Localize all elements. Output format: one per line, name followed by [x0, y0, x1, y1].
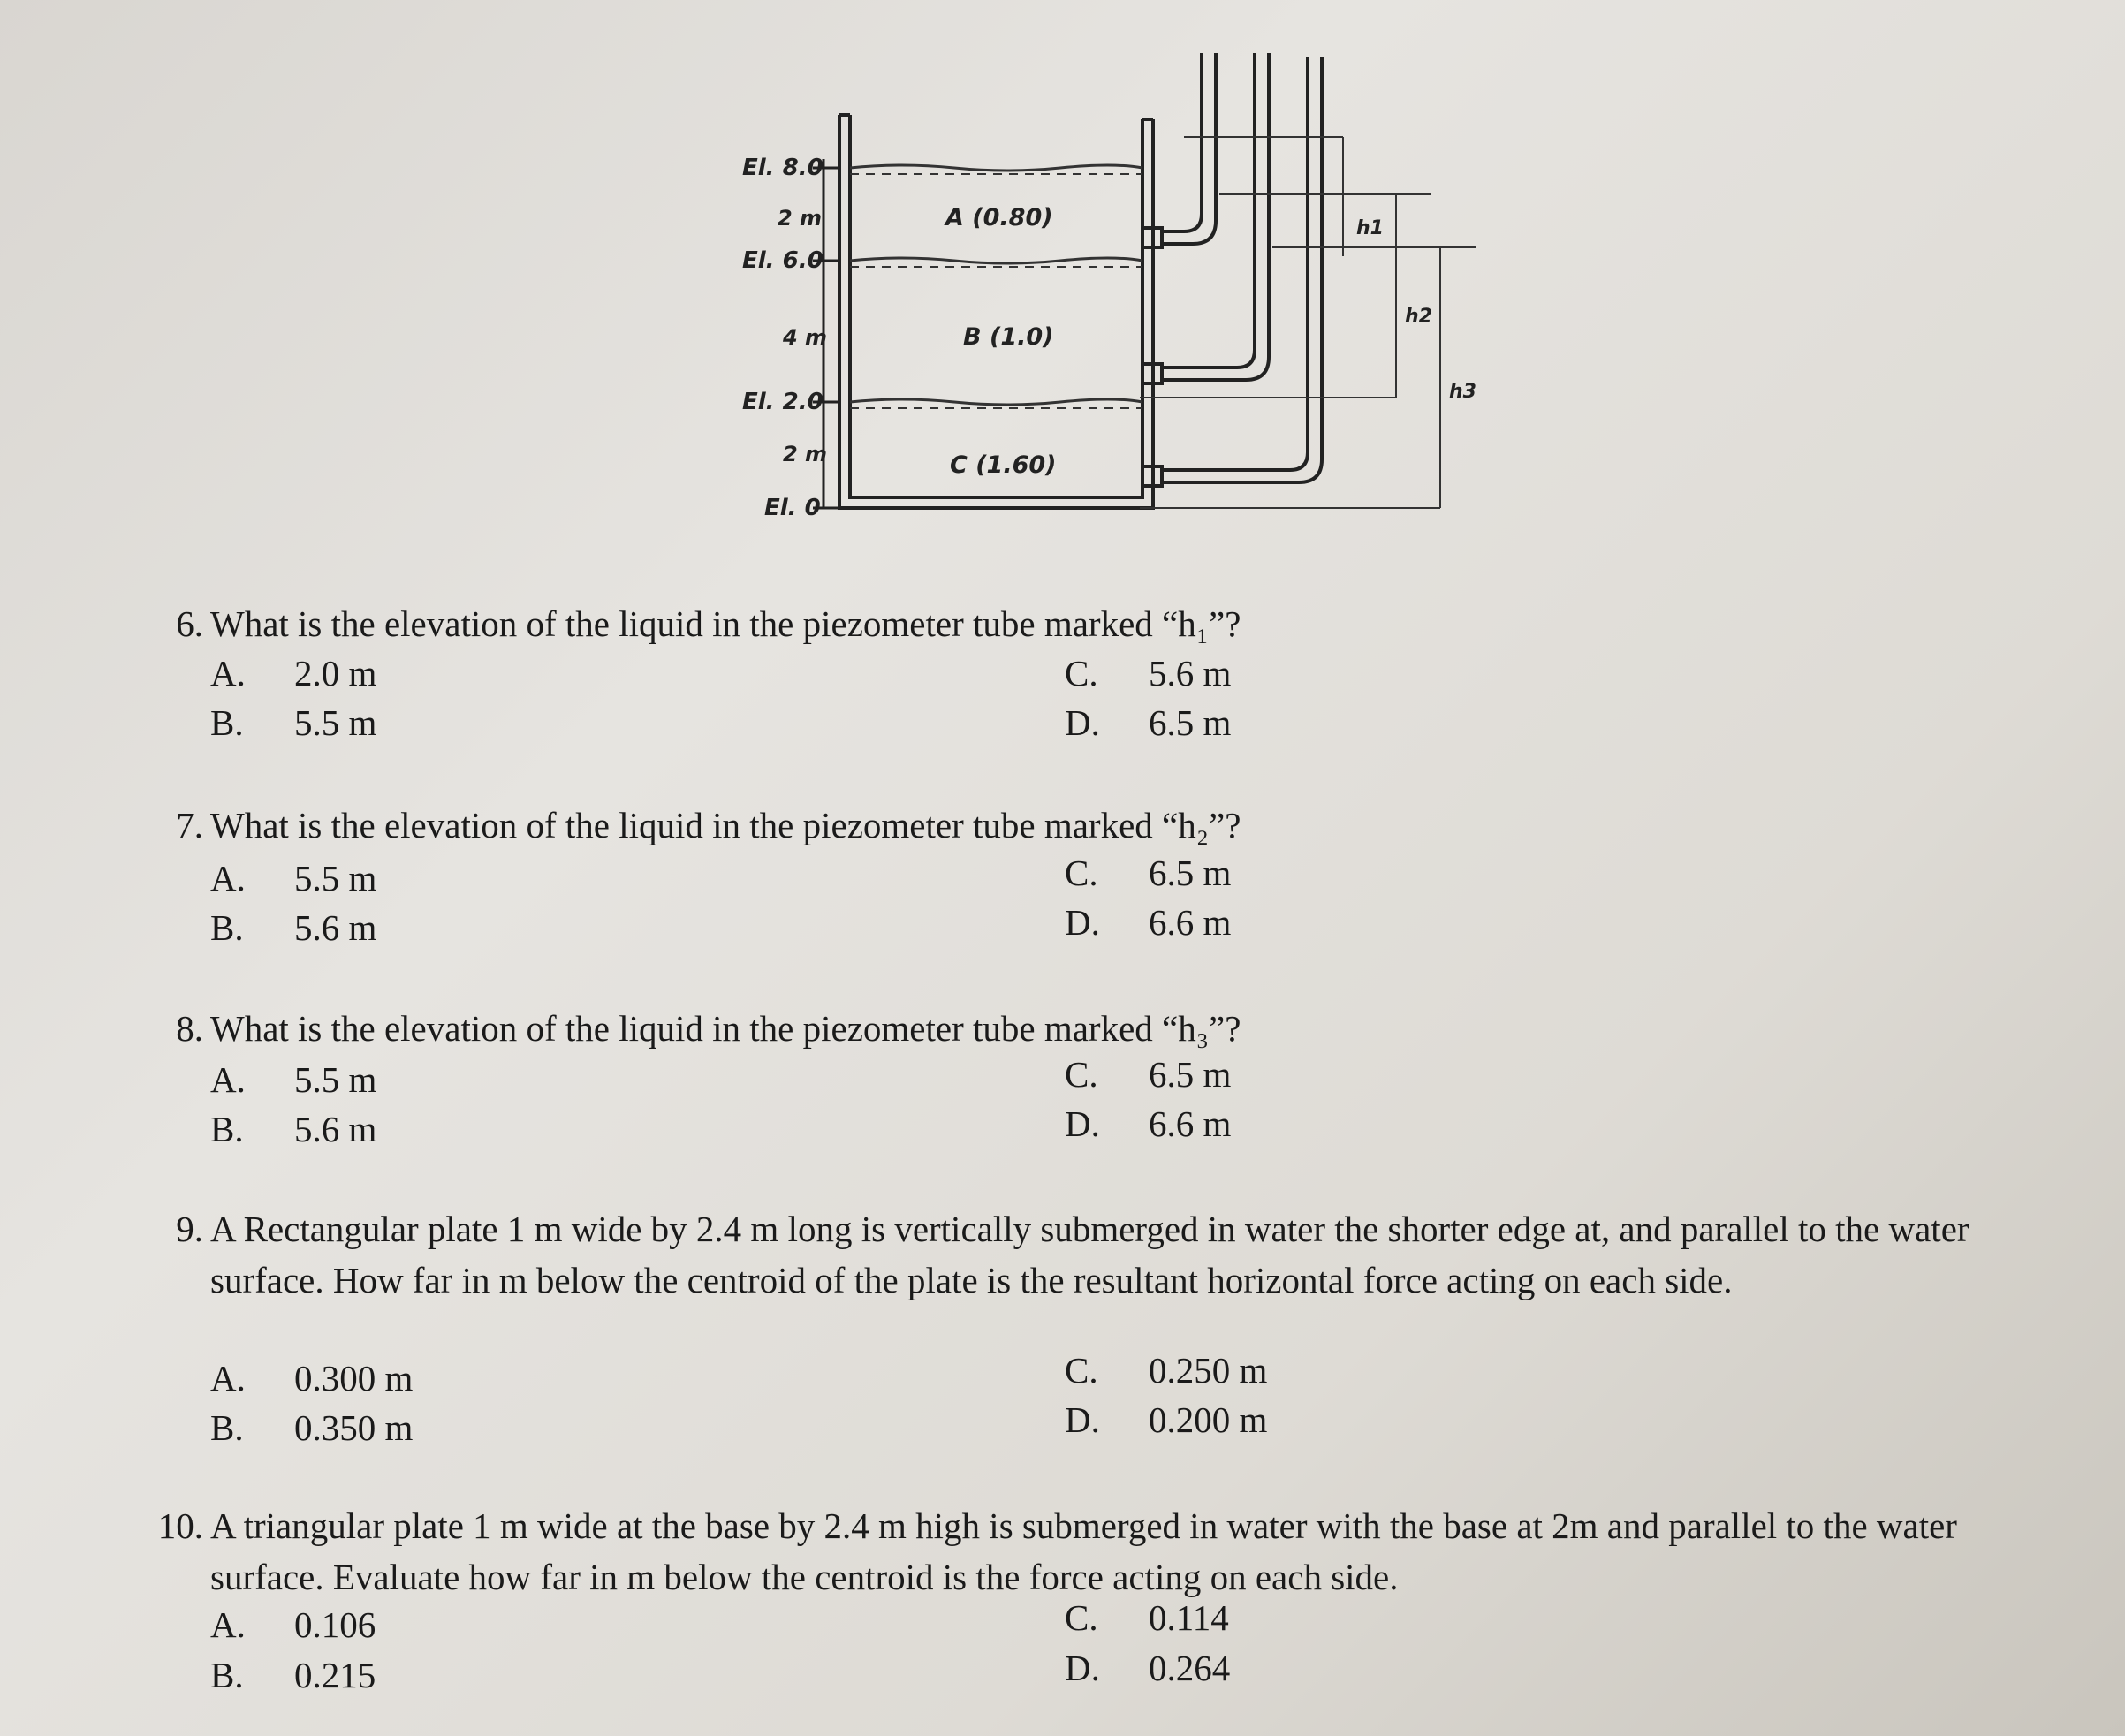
question-text: What is the elevation of the liquid in the piezometer tube marked “h₃”?	[210, 1008, 1241, 1049]
option-a[interactable]: A. 5.5 m	[210, 858, 377, 898]
option-c[interactable]: C. 0.114	[1065, 1597, 1229, 1638]
option-b[interactable]: B. 0.215	[210, 1655, 376, 1695]
layer-label-b: B (1.0)	[963, 323, 1054, 351]
option-a[interactable]: A. 5.5 m	[210, 1059, 377, 1100]
elev-label-8: El. 8.0	[742, 155, 823, 181]
question-number: 8.	[176, 1008, 203, 1049]
question-9	[133, 1203, 2076, 1362]
question-10	[133, 1500, 2076, 1606]
option-d[interactable]: D. 6.5 m	[1065, 702, 1232, 743]
option-c[interactable]: C. 5.6 m	[1065, 653, 1232, 694]
layer-label-c: C (1.60)	[950, 451, 1057, 479]
thickness-label-c: 2 m	[783, 442, 828, 466]
option-c[interactable]: C. 6.5 m	[1065, 1054, 1232, 1095]
layer-label-a: A (0.80)	[945, 204, 1053, 231]
question-number: 9.	[176, 1209, 203, 1249]
elev-label-2: El. 2.0	[742, 389, 823, 415]
option-c[interactable]: C. 0.250 m	[1065, 1350, 1268, 1391]
thickness-label-a: 2 m	[778, 206, 823, 231]
question-text: What is the elevation of the liquid in the piezometer tube marked “h₂”?	[210, 805, 1241, 845]
question-number: 10.	[157, 1505, 203, 1546]
option-c[interactable]: C. 6.5 m	[1065, 853, 1232, 893]
option-b[interactable]: B. 5.6 m	[210, 907, 377, 948]
option-a[interactable]: A. 0.300 m	[210, 1358, 414, 1399]
option-d[interactable]: D. 0.200 m	[1065, 1399, 1268, 1440]
question-number: 6.	[176, 603, 203, 644]
option-b[interactable]: B. 0.350 m	[210, 1407, 414, 1448]
question-text: A Rectangular plate 1 m wide by 2.4 m long is vertically submerged in water the shorter edge at, and parallel to the water surface. How far in m below the centroid of the plate is the resultant horizontal force acting on each side.	[210, 1209, 1969, 1300]
elev-label-6: El. 6.0	[742, 247, 823, 274]
tube-label-h3: h3	[1449, 381, 1476, 403]
option-b[interactable]: B. 5.6 m	[210, 1109, 377, 1149]
option-d[interactable]: D. 6.6 m	[1065, 902, 1232, 943]
elev-label-0: El. 0	[764, 495, 821, 521]
question-text: What is the elevation of the liquid in the piezometer tube marked “h₁”?	[210, 603, 1241, 644]
thickness-label-b: 4 m	[783, 325, 828, 350]
option-a[interactable]: A. 2.0 m	[210, 653, 377, 694]
tube-label-h2: h2	[1405, 306, 1432, 328]
question-number: 7.	[176, 805, 203, 845]
question-text: A triangular plate 1 m wide at the base by 2.4 m high is submerged in water with the base at 2m and parallel to the water surface. Evaluate how far in m below the centroid is the force acting on each side.	[210, 1505, 1957, 1597]
tank-diagram-svg	[725, 44, 1476, 539]
tank-diagram	[725, 44, 1476, 539]
option-d[interactable]: D. 6.6 m	[1065, 1103, 1232, 1144]
tube-label-h1: h1	[1356, 217, 1384, 239]
option-b[interactable]: B. 5.5 m	[210, 702, 377, 743]
option-a[interactable]: A. 0.106	[210, 1604, 376, 1645]
option-d[interactable]: D. 0.264	[1065, 1648, 1231, 1688]
